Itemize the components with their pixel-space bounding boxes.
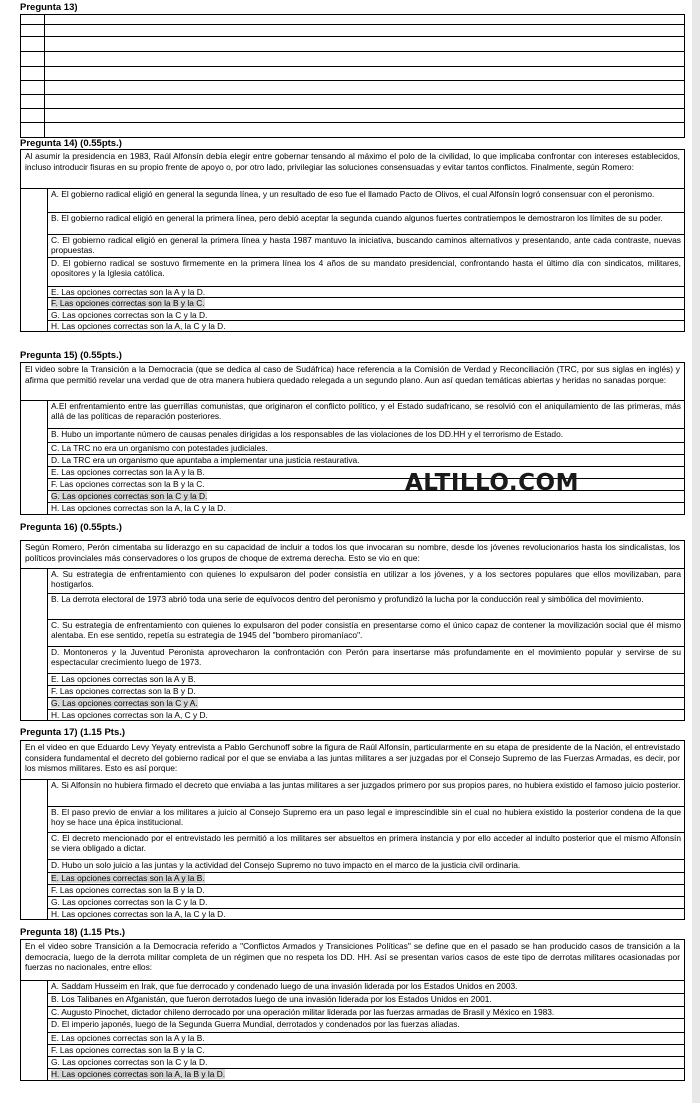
- option-e-selected[interactable]: E. Las opciones correctas son la A y la B.: [47, 872, 684, 884]
- answer-line: [21, 80, 685, 81]
- option-b[interactable]: B. Hubo un importante número de causas penales dirigidas a los responsables de las violaciones de los DD.HH y el terrorismo de Estado.: [47, 428, 684, 442]
- option-a[interactable]: A.El enfrentamiento entre las guerrillas comunistas, que originaron el conflicto político, y el Estado sudafricano, se resolvió con el aniquilamiento de las primeras, más allá de las políticas de reparación posteriores.: [47, 401, 684, 428]
- option-f-selected[interactable]: F. Las opciones correctas son la B y la C.: [47, 297, 684, 309]
- option-a[interactable]: A. Su estrategia de enfrentamiento con quienes lo expulsaron del poder consistía en utilizar a los jóvenes, y a los sectores populares que ellos movilizaban, para hostigarlos.: [47, 569, 684, 593]
- question-15-options: [20, 400, 685, 515]
- option-h[interactable]: H. Las opciones correctas son la A, C y D.: [47, 709, 684, 720]
- question-18-title: Pregunta 18) (1.15 Pts.): [20, 927, 126, 938]
- question-13-title: Pregunta 13): [20, 2, 78, 13]
- option-b[interactable]: B. La derrota electoral de 1973 abrió toda una serie de equívocos dentro del peronismo y profundizó la lucha por la conducción real y simbólica del movimiento.: [47, 593, 684, 619]
- option-a[interactable]: A. Saddam Husseim en Irak, que fue derrocado y condenado luego de una invasión liderada por los Estados Unidos en 2003.: [47, 981, 684, 993]
- question-16-intro: Según Romero, Perón cimentaba su liderazgo en su capacidad de incluir a todos los que invocaran su nombre, desde los jóvenes revolucionarios hasta los sindicalistas, los políticos provinciales más conservadores o los grupos de choque de extrema derecha. Esto se vio en que:: [20, 540, 685, 568]
- option-b[interactable]: B. El paso previo de enviar a los militares a juicio al Consejo Supremo era un paso legal e imprescindible sin el cual no hubiera existido la posterior condena de la que hoy se hace una épica institucional.: [47, 806, 684, 832]
- option-g[interactable]: G. Las opciones correctas son la C y la D.: [47, 309, 684, 320]
- option-e[interactable]: E. Las opciones correctas son la A y la B.: [47, 466, 684, 478]
- question-15-intro: El video sobre la Transición a la Democracia (que se dedica al caso de Sudáfrica) hace referencia a la Comisión de Verdad y Reconciliación (TRC, por sus siglas en inglés) y afirma que permitió revelar una verdad que de otra manera hubiera quedado relegada a un segundo plano. Aun así quedan temáticas abiertas y heridas no sanadas porque:: [20, 362, 685, 400]
- option-b[interactable]: B. Los Talibanes en Afganistán, que fueron derrotados luego de una invasión liderada por los Estados Unidos en 2001.: [47, 993, 684, 1006]
- option-a[interactable]: A. El gobierno radical eligió en general la segunda línea, y un resultado de eso fue el llamado Pacto de Olivos, el cual Alfonsín logró consensuar con el peronismo.: [47, 189, 684, 212]
- option-e[interactable]: E. Las opciones correctas son la A y B.: [47, 673, 684, 685]
- option-c[interactable]: C. Augusto Pinochet, dictador chileno derrocado por una operación militar liderada por las fuerzas armadas de Brasil y México en 1983.: [47, 1006, 684, 1018]
- option-d[interactable]: D. La TRC era un organismo que apuntaba a implementar una justicia restaurativa.: [47, 454, 684, 466]
- option-d[interactable]: D. El gobierno radical se sostuvo firmemente en la primera línea los 4 años de su mandato presidencial, confrontando hasta el último día con sindicatos, militares, opositores y la Iglesia católica.: [47, 257, 684, 286]
- option-g-selected[interactable]: G. Las opciones correctas son la C y la D.: [47, 490, 684, 502]
- question-16-title: Pregunta 16) (0.55pts.): [20, 522, 122, 533]
- answer-line: [21, 108, 685, 109]
- option-f[interactable]: F. Las opciones correctas son la B y la C.: [47, 1044, 684, 1056]
- option-g-selected[interactable]: G. Las opciones correctas son la C y A.: [47, 697, 684, 709]
- option-h[interactable]: H. Las opciones correctas son la A, la C y la D.: [47, 908, 684, 919]
- option-d[interactable]: D. Hubo un solo juicio a las juntas y la actividad del Consejo Supremo no tuvo impacto en el marco de la justicia civil ordinaria.: [47, 859, 684, 872]
- altillo-watermark: ALTILLO.COM: [405, 470, 579, 496]
- page-edge-shadow: [692, 0, 700, 1103]
- question-14-title: Pregunta 14) (0.55pts.): [20, 138, 122, 149]
- question-18-options: [20, 980, 685, 1081]
- answer-line: [21, 66, 685, 67]
- question-14-intro: Al asumir la presidencia en 1983, Raúl Alfonsín debía elegir entre gobernar tensando al máximo el polo de la civilidad, lo que implicaba confrontar con intereses establecidos, incluso introducir fisuras en su propio frente de apoyo o, por otro lado, privilegiar las soluciones consensuadas y evitar tantos conflictos. Finalmente, según Romero:: [20, 149, 685, 188]
- option-g[interactable]: G. Las opciones correctas son la C y la D.: [47, 896, 684, 908]
- question-14-options: [20, 188, 685, 332]
- question-15-title: Pregunta 15) (0.55pts.): [20, 350, 122, 361]
- question-16-options: [20, 568, 685, 721]
- answer-line: [21, 36, 685, 37]
- option-h[interactable]: H. Las opciones correctas son la A, la C y la D.: [47, 320, 684, 331]
- question-18-intro: En el video sobre Transición a la Democracia referido a "Conflictos Armados y Transiciones Políticas" se define que en el pasado se han producido casos de transición a la democracia, luego de la derrota militar completa de un régimen que no respeta los DD. HH. Así se presentan varios casos de este tipo de derrotas militares ocasionadas por fuerzas no nacionales, entre ellos:: [20, 939, 685, 980]
- question-17-options: [20, 779, 685, 920]
- question-17-title: Pregunta 17) (1.15 Pts.): [20, 727, 126, 738]
- option-c[interactable]: C. La TRC no era un organismo con potestades judiciales.: [47, 442, 684, 454]
- answer-line: [21, 94, 685, 95]
- option-f[interactable]: F. Las opciones correctas son la B y la D.: [47, 884, 684, 896]
- answer-line: [21, 122, 685, 123]
- answer-line: [21, 24, 685, 25]
- answer-line: [21, 51, 685, 52]
- option-h[interactable]: H. Las opciones correctas son la A, la C y la D.: [47, 502, 684, 514]
- option-a[interactable]: A. Si Alfonsín no hubiera firmado el decreto que enviaba a las juntas militares a ser juzgados primero por sus propios pares, no hubiera existido el famoso juicio posterior.: [47, 780, 684, 806]
- option-b[interactable]: B. El gobierno radical eligió en general la primera línea, pero debió aceptar la segunda cuando algunos fuertes contratiempos le demostraron los límites de su poder.: [47, 212, 684, 234]
- option-f[interactable]: F. Las opciones correctas son la B y la C.: [47, 478, 684, 490]
- question-13-answer-grid: [20, 14, 685, 138]
- option-h-selected[interactable]: H. Las opciones correctas son la A, la B y la D.: [47, 1068, 684, 1080]
- question-17-intro: En el video en que Eduardo Levy Yeyaty entrevista a Pablo Gerchunoff sobre la figura de Raúl Alfonsín, particularmente en su etapa de presidente de la Nación, el entrevistado considera fundamental el decreto del gobierno radical por el que se enviaba a las juntas militares a ser juzgadas por el Consejo Supremo de las Fuerzas Armadas, es decir, por los mismos militares. Esto es así porque:: [20, 740, 685, 779]
- option-e[interactable]: E. Las opciones correctas son la A y la B.: [47, 1032, 684, 1044]
- option-c[interactable]: C. Su estrategia de enfrentamiento con quienes lo expulsaron del poder consistía en presentarse como el único capaz de contener la movilización social que él mismo alentaba. En ese sentido, repetía su estrategia de 1945 del "bombero piromaníaco".: [47, 619, 684, 646]
- option-d[interactable]: D. El imperio japonés, luego de la Segunda Guerra Mundial, derrotados y condenados por las fuerzas aliadas.: [47, 1018, 684, 1032]
- option-e[interactable]: E. Las opciones correctas son la A y la D.: [47, 286, 684, 297]
- option-c[interactable]: C. El gobierno radical eligió en general la primera línea y hasta 1987 mantuvo la iniciativa, buscando caminos alternativos y presentando, ante cada contraste, nuevas propuestas.: [47, 234, 684, 257]
- option-f[interactable]: F. Las opciones correctas son la B y D.: [47, 685, 684, 697]
- option-d[interactable]: D. Montoneros y la Juventud Peronista aprovecharon la confrontación con Perón para insertarse más profundamente en el movimiento popular y servirse de su espectacular crecimiento luego de 1973.: [47, 646, 684, 673]
- option-c[interactable]: C. El decreto mencionado por el entrevistado les permitió a los militares ser absueltos en primera instancia y por ello acceder al indulto posterior que el mismo Alfonsín se viera obligado a dictar.: [47, 832, 684, 859]
- option-g[interactable]: G. Las opciones correctas son la C y la D.: [47, 1056, 684, 1068]
- answer-grid-divider: [44, 15, 45, 137]
